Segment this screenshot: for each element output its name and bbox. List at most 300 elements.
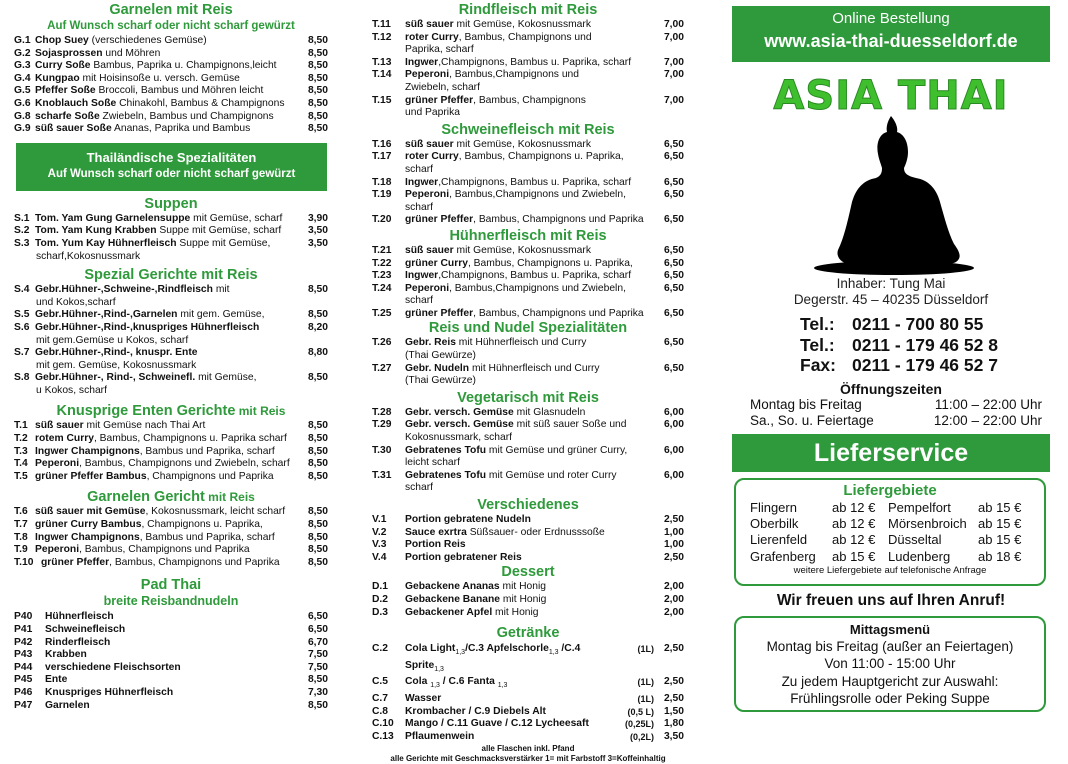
item-code: G.8	[14, 110, 31, 122]
item-description	[35, 213, 302, 226]
item-volume: (0,5 L)	[627, 706, 654, 717]
lieferservice-banner: Lieferservice	[732, 434, 1050, 472]
item-description	[41, 557, 302, 570]
item-name: Portion gebratene Nudeln	[405, 514, 531, 525]
menu-item	[14, 284, 328, 297]
item-code: T.13	[372, 56, 392, 68]
item-detail-line: (Thai Gewürze)	[405, 375, 476, 387]
lunch-menu-lines	[736, 638, 1044, 708]
thai-specialties-banner	[16, 143, 327, 191]
item-detail: mit Honig	[499, 581, 546, 593]
item-code: C.5	[372, 676, 389, 688]
item-detail: , Champignons und Paprika	[146, 470, 274, 482]
phone-number[interactable]: 0211 - 179 46 52 8	[852, 334, 998, 355]
item-detail-line: scharf	[405, 201, 434, 213]
owner: Inhaber: Tung Mai	[836, 276, 946, 291]
item-code: T.6	[14, 506, 28, 518]
phone-number[interactable]: 0211 - 179 46 52 7	[852, 355, 998, 375]
area-min-order: ab 12 €	[832, 532, 876, 548]
item-name: grüner Pfeffer	[405, 94, 474, 106]
item-detail-line: u Kokos, scharf	[36, 384, 107, 396]
item-price: 3,50	[663, 730, 684, 742]
item-name: Curry Soße	[35, 60, 91, 72]
phone-label: Fax:	[800, 355, 836, 375]
item-description	[405, 32, 658, 45]
delivery-areas-title: Liefergebiete	[843, 481, 937, 499]
item-volume: (0,25L)	[624, 719, 654, 730]
item-price: 1,00	[663, 539, 684, 551]
item-detail: Chinakohl, Bambus & Champignons	[116, 97, 285, 109]
item-name: Pflaumenwein	[405, 730, 475, 742]
item-description	[405, 69, 658, 82]
item-name: Knoblauch Soße	[35, 97, 117, 109]
item-name: Gebr.Hühner-,Rind-,Garnelen	[35, 309, 178, 321]
item-description	[35, 322, 302, 335]
item-code: C.2	[372, 643, 389, 655]
delivery-area-row	[750, 549, 1044, 565]
delivery-areas-box	[734, 478, 1046, 586]
item-price: 8,50	[307, 519, 328, 531]
item-code: V.4	[372, 551, 387, 563]
area-name: Oberbilk	[750, 515, 799, 531]
phone-list	[800, 314, 1050, 376]
menu-item	[372, 189, 684, 202]
item-description	[405, 189, 658, 202]
item-code: P46	[14, 686, 33, 698]
item-detail-line: (Thai Gewürze)	[405, 350, 476, 362]
item-detail: mit Gemüse, Kokosnussmark	[453, 19, 591, 30]
item-name-part: /C.3 Apfelschorle	[465, 643, 549, 655]
section-title: Getränke	[496, 625, 560, 642]
item-code: P41	[14, 624, 33, 635]
item-code: S.7	[14, 347, 30, 359]
item-description	[405, 270, 658, 283]
menu-item	[372, 706, 684, 719]
item-name: grüner Pfeffer	[405, 307, 474, 319]
item-detail: mit	[212, 284, 230, 296]
item-description	[405, 283, 658, 296]
item-description	[405, 214, 658, 227]
item-code: D.1	[372, 581, 389, 593]
item-code: T.29	[372, 419, 392, 431]
item-name: süß sauer	[405, 244, 454, 256]
item-name: grüner Pfeffer Bambus	[35, 470, 147, 482]
item-detail-line: Paprika, scharf	[405, 44, 474, 56]
item-price: 8,50	[307, 97, 328, 109]
item-price: 8,50	[307, 110, 328, 122]
menu-item	[14, 662, 328, 675]
item-name: Krombacher / C.9 Diebels Alt	[405, 705, 546, 717]
item-code: T.25	[372, 307, 392, 319]
footnote-ref: 1,3	[455, 649, 466, 657]
area-min-order: ab 15 €	[832, 548, 876, 564]
item-price: 2,50	[663, 514, 684, 525]
item-price: 8,50	[307, 372, 328, 384]
menu-item	[372, 258, 684, 271]
item-code: G.9	[14, 123, 31, 135]
lunch-menu-box	[734, 616, 1046, 712]
item-name: Chop Suey	[35, 35, 89, 46]
menu-item	[372, 151, 684, 164]
item-code: T.24	[372, 282, 392, 294]
item-name: Krabben	[45, 649, 87, 661]
item-code: T.16	[372, 138, 392, 150]
phone-label: Tel.:	[800, 314, 835, 334]
item-detail: mit Gemüse nach Thai Art	[83, 420, 206, 432]
item-description	[35, 420, 302, 433]
item-name: scharfe Soße	[35, 110, 100, 122]
item-name: Tom. Yum Kay Hühnerfleisch	[35, 237, 177, 249]
item-name: süß sauer Soße	[35, 123, 112, 135]
item-price: 8,50	[307, 433, 328, 445]
item-code: S.8	[14, 372, 30, 384]
item-price: 1,50	[663, 705, 684, 717]
menu-item	[372, 407, 684, 420]
items-garnelen-reis	[14, 35, 328, 136]
area-min-order: ab 15 €	[978, 499, 1022, 515]
menu-item	[372, 594, 684, 607]
menu-item	[372, 676, 684, 693]
item-description	[405, 706, 616, 719]
item-description	[45, 687, 302, 700]
item-description	[45, 662, 302, 675]
menu-item	[14, 637, 328, 650]
menu-item	[14, 674, 328, 687]
item-detail-line: scharf	[405, 482, 434, 494]
hours-row	[750, 397, 1042, 413]
item-price: 6,00	[663, 419, 684, 431]
item-code: T.11	[372, 19, 391, 30]
item-description	[405, 718, 616, 731]
hours-time: 12:00 – 22:00 Uhr	[933, 412, 1042, 428]
lunch-menu-line: Zu jedem Hauptgericht zur Auswahl:	[781, 673, 999, 689]
menu-item	[372, 270, 684, 283]
item-price: 8,50	[307, 470, 328, 482]
menu-item	[14, 420, 328, 433]
menu-item	[372, 607, 684, 620]
delivery-areas-list	[750, 500, 1044, 566]
item-code: C.10	[372, 718, 394, 730]
title-small: mit Reis	[204, 490, 255, 505]
item-code: P44	[14, 661, 33, 673]
menu-item	[14, 611, 328, 624]
item-name: Sauce exrtra	[405, 526, 467, 538]
delivery-area-row	[750, 500, 1044, 516]
item-name: Hühnerfleisch	[45, 611, 114, 623]
item-description	[35, 48, 302, 61]
footnote-ref: 1,3	[497, 682, 508, 690]
delivery-area-row	[750, 532, 1044, 548]
item-description	[405, 363, 658, 376]
item-name: Kungpao	[35, 72, 80, 84]
item-description	[405, 19, 658, 32]
area-min-order: ab 12 €	[832, 499, 876, 515]
item-name: Gebr. Nudeln	[405, 362, 470, 374]
item-price: 6,50	[663, 151, 684, 163]
item-price: 8,50	[307, 420, 328, 432]
item-price: 2,50	[663, 693, 684, 705]
item-code: T.14	[372, 69, 392, 81]
item-price: 6,50	[663, 244, 684, 256]
section-subtitle: breite Reisbandnudeln	[103, 594, 239, 609]
item-detail: , Bambus, Champignons u. Paprika,	[467, 257, 633, 269]
item-description	[405, 245, 658, 258]
menu-item	[14, 700, 328, 713]
menu-item	[372, 718, 684, 731]
item-detail-line: Kokosnussmark, scharf	[405, 432, 513, 444]
item-code: V.1	[372, 514, 387, 525]
menu-item	[14, 544, 328, 557]
item-price: 8,50	[307, 556, 328, 568]
item-price: 2,00	[663, 606, 684, 618]
hours-days: Sa., So. u. Feiertage	[750, 412, 874, 428]
item-price: 6,50	[663, 176, 684, 188]
section-title: Dessert	[501, 564, 555, 581]
item-detail: ,Champignons, Bambus u. Paprika, scharf	[438, 56, 632, 68]
item-detail: , Bambus,Champignons und	[449, 69, 579, 81]
items-pad-thai	[14, 611, 328, 712]
lunch-menu-line: Montag bis Freitag (außer an Feiertagen)	[766, 638, 1014, 654]
menu-item	[372, 363, 684, 376]
item-price: 3,90	[307, 212, 328, 224]
item-description	[405, 177, 658, 190]
item-detail: , Champignons u. Paprika,	[141, 519, 263, 531]
website-link[interactable]: www.asia-thai-duesseldorf.de	[764, 31, 1018, 51]
item-price: 6,50	[663, 362, 684, 374]
menu-item	[14, 471, 328, 484]
menu-item	[14, 225, 328, 238]
item-price: 8,50	[307, 35, 328, 46]
item-detail-line: scharf	[405, 295, 434, 307]
section-title	[14, 403, 328, 420]
item-price: 8,50	[307, 506, 328, 518]
menu-item	[372, 245, 684, 258]
item-code: T.5	[14, 470, 28, 482]
item-detail: , Bambus, Champignons und Paprika	[473, 214, 644, 226]
item-code: T.30	[372, 444, 392, 456]
item-price: 6,50	[663, 138, 684, 150]
menu-column-left	[14, 0, 328, 712]
item-detail: mit Gemüse,	[195, 372, 257, 384]
item-price: 7,00	[663, 19, 684, 30]
item-detail: mit Gemüse, Kokosnussmark	[453, 244, 591, 256]
item-price: 2,00	[663, 593, 684, 605]
menu-item	[372, 19, 684, 32]
hours-time: 11:00 – 22:00 Uhr	[934, 396, 1042, 412]
phone-row	[800, 355, 1050, 376]
area-name: Lierenfeld	[750, 532, 808, 548]
logo-text: ASIA THAI	[773, 73, 1009, 119]
menu-item	[372, 539, 684, 552]
item-description	[405, 552, 658, 565]
item-description	[45, 637, 302, 650]
item-description	[35, 98, 302, 111]
item-code: P47	[14, 699, 33, 711]
item-price: 8,80	[307, 347, 328, 359]
item-description	[405, 731, 616, 744]
item-detail: , Bambus,Champignons und Zwiebeln,	[449, 189, 626, 201]
item-name: Peperoni	[35, 544, 80, 556]
item-price: 8,50	[307, 60, 328, 72]
item-description	[35, 458, 302, 471]
item-detail: , Bambus, Champignons und Paprika	[79, 544, 250, 556]
item-code: G.5	[14, 85, 31, 97]
menu-item	[372, 643, 684, 676]
lunch-menu-line: Frühlingsrolle oder Peking Suppe	[790, 691, 990, 706]
item-description	[45, 624, 302, 637]
footnote-ref: 1,3	[548, 649, 559, 657]
item-detail: mit Glasnudeln	[513, 406, 586, 418]
banner-title: Thailändische Spezialitäten	[86, 149, 257, 165]
item-description	[35, 372, 302, 385]
item-description	[35, 60, 302, 73]
item-description	[405, 95, 658, 108]
item-detail: Süßsauer- oder Erdnusssoße	[466, 526, 605, 538]
item-price: 6,50	[663, 282, 684, 294]
item-price: 6,70	[307, 636, 328, 648]
menu-item	[372, 470, 684, 483]
item-price: 6,50	[663, 270, 684, 282]
item-detail: mit Gemüse und roter Curry	[486, 469, 617, 481]
item-description	[35, 309, 302, 322]
menu-item	[372, 731, 684, 744]
phone-row	[800, 335, 1050, 356]
menu-item	[372, 337, 684, 350]
item-price: 8,50	[307, 458, 328, 470]
item-description	[405, 607, 658, 620]
items-dessert	[372, 581, 684, 619]
item-detail-line: scharf	[405, 163, 434, 175]
item-detail: mit gem. Gemüse,	[177, 309, 265, 321]
menu-item	[372, 419, 684, 432]
item-name: Peperoni	[405, 69, 450, 81]
area-name: Flingern	[750, 499, 797, 515]
item-price: 8,50	[307, 47, 328, 59]
item-detail: und Möhren	[102, 47, 161, 59]
item-detail: mit Gemüse, scharf	[190, 212, 283, 224]
items-suppen	[14, 213, 328, 263]
item-name: Ingwer	[405, 270, 439, 282]
item-name: Knuspriges Hühnerfleisch	[45, 686, 174, 698]
menu-item	[14, 506, 328, 519]
item-description	[35, 238, 302, 251]
item-price: 3,50	[307, 225, 328, 237]
item-code: C.7	[372, 693, 389, 705]
item-name: Tom. Yam Gung Garnelensuppe	[35, 212, 191, 224]
area-name: Grafenberg	[750, 548, 816, 564]
menu-item	[14, 123, 328, 136]
menu-item	[372, 95, 684, 108]
item-name: Gebr.Hühner-,Rind-,knuspriges Hühnerfleisch	[35, 321, 260, 333]
item-description	[35, 347, 302, 360]
item-code: T.17	[372, 151, 392, 163]
item-price: 6,50	[663, 189, 684, 201]
item-name: Peperoni	[405, 189, 450, 201]
menu-item	[372, 69, 684, 82]
item-code: G.4	[14, 72, 31, 84]
item-price: 8,50	[307, 531, 328, 543]
item-name: Portion Reis	[405, 539, 466, 551]
buddha-icon	[732, 116, 1050, 276]
item-description	[35, 446, 302, 459]
item-detail: , Bambus, Champignons u. Paprika,	[458, 151, 624, 163]
area-name: Pempelfort	[888, 499, 951, 515]
item-detail-line: mit gem. Gemüse, Kokosnussmark	[36, 359, 197, 371]
menu-column-middle	[372, 0, 684, 764]
menu-item	[14, 98, 328, 111]
hours-row	[750, 413, 1042, 429]
item-description	[405, 57, 658, 70]
item-price: 3,50	[307, 237, 328, 249]
menu-item	[372, 177, 684, 190]
item-price: 6,50	[663, 214, 684, 226]
item-detail-line: Zwiebeln, scharf	[405, 81, 480, 93]
item-description	[405, 539, 658, 552]
items-garnelen-gericht	[14, 506, 328, 569]
item-detail: mit Honig	[500, 593, 547, 605]
item-name: Gebratenes Tofu	[405, 469, 487, 481]
item-detail: mit Honig	[492, 606, 539, 618]
item-description	[405, 337, 658, 350]
delivery-area-row	[750, 516, 1044, 532]
section-title: Reis und Nudel Spezialitäten	[428, 320, 628, 337]
item-description	[405, 139, 658, 152]
item-description	[35, 225, 302, 238]
item-name: Gebr.Hühner-, Rind-, Schweinefl.	[35, 372, 196, 384]
item-price: 7,00	[663, 56, 684, 68]
item-code: P45	[14, 674, 33, 686]
item-name: süß sauer mit Gemüse	[35, 506, 146, 518]
item-detail: , Bambus und Paprika, scharf	[139, 531, 275, 543]
item-volume: (1L)	[637, 677, 654, 688]
menu-item	[372, 308, 684, 321]
item-name: Mango / C.11 Guave / C.12 Lycheesaft	[405, 718, 589, 730]
phone-row	[800, 314, 1050, 335]
item-code: D.2	[372, 593, 389, 605]
item-code: G.1	[14, 35, 31, 46]
item-name: Pfeffer Soße	[35, 85, 96, 97]
phone-label: Tel.:	[800, 334, 835, 355]
item-name-part: /C.4 Sprite	[405, 643, 581, 671]
item-detail: Suppe mit Gemüse,	[176, 237, 271, 249]
item-price: 8,50	[307, 284, 328, 296]
item-name: Portion gebratener Reis	[405, 551, 522, 563]
item-name: grüner Pfeffer	[41, 556, 110, 568]
item-description	[405, 419, 658, 432]
item-price: 7,30	[307, 686, 328, 698]
item-description	[35, 532, 302, 545]
menu-item	[14, 687, 328, 700]
item-price: 2,50	[663, 551, 684, 563]
item-detail: , Bambus, Champignons	[473, 94, 586, 106]
item-description	[405, 693, 616, 706]
item-description	[405, 594, 658, 607]
item-name: Gebr. Reis	[405, 337, 456, 349]
item-volume: (1L)	[637, 644, 654, 655]
item-name-part: / C.6 Fanta	[439, 676, 498, 688]
item-detail: mit süß sauer Soße und	[513, 419, 627, 431]
item-code: G.2	[14, 47, 31, 59]
item-detail-line: und Kokos,scharf	[36, 296, 116, 308]
item-code: T.7	[14, 519, 28, 531]
item-price: 8,50	[307, 445, 328, 457]
menu-item	[14, 238, 328, 251]
phone-number[interactable]: 0211 - 700 80 55	[852, 314, 984, 334]
menu-item	[14, 446, 328, 459]
item-code: T.21	[372, 244, 392, 256]
item-description	[35, 506, 302, 519]
menu-item	[14, 624, 328, 637]
